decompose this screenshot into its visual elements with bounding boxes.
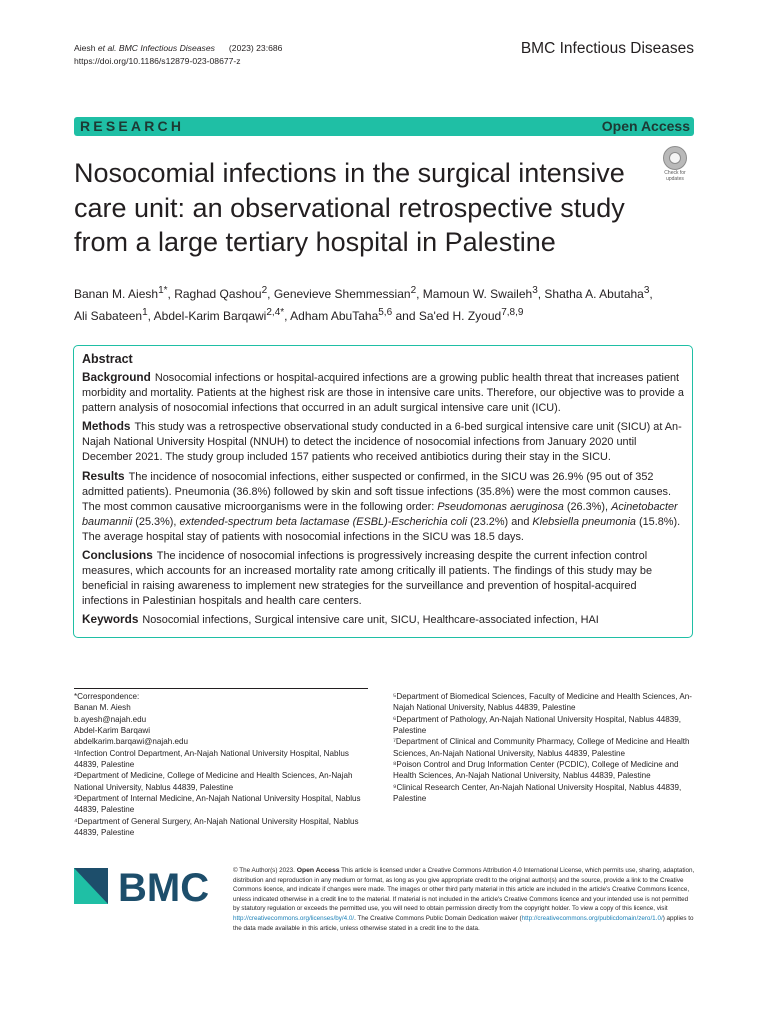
article-title: Nosocomial infections in the surgical intensive care unit: an observational retrospective study from a large tertiary hospital in Palestine <box>74 158 625 257</box>
author-list: Banan M. Aiesh$^{1*}$, Raghad Qashou$^2$, Genevieve Shemmessian$^2$, Mamoun W. Swaileh$^3$, Shatha A. Abutaha$^3$, Ali Sabateen$^1$, Abdel-Karim Barqawi$^{2,4*}$, Adham AbuTaha$^{5,6}$ and Sa'ed H. Zyoud$^{7,8,9}$ <box>74 285 653 323</box>
affiliation: ⁹Clinical Research Center, An-Najah National University Hospital, Nablus 44839, Palestine <box>393 782 682 804</box>
public-domain-link[interactable]: http://creativecommons.org/publicdomain/zero/1.0/ <box>521 914 663 922</box>
open-access-label: Open Access <box>601 118 690 134</box>
email-link[interactable]: abdelkarim.barqawi@najah.edu <box>74 737 188 747</box>
author[interactable]: Sa'ed H. Zyoud$^{7,8,9}$ <box>418 306 524 323</box>
affiliation: ⁶Department of Pathology, An-Najah National University Hospital, Nablus 44839, Palestine <box>393 714 681 736</box>
abstract-box <box>73 345 693 638</box>
author[interactable]: Raghad Qashou$^2$ <box>174 285 268 301</box>
abstract-methods: Methods This study was a retrospective observational study conducted in a 6-bed surgical intensive care unit (SICU) at An-Najah National University Hospital (NNUH) to detect the incidence of nosocomial infections from January 2020 until December 2021. The study group included 157 patients who received antibiotics during their stay in the SICU. <box>82 419 682 464</box>
affiliation: ⁴Department of General Surgery, An-Najah National University Hospital, Nablus 44839, Palestine <box>74 816 359 838</box>
abstract-background: Background Nosocomial infections or hospital-acquired infections are a growing public health threat that increases patient morbidity and mortality. Patients at the highest risk are those in intensive care units. Therefore, our objective was to provide a pattern analysis of nosocomial infections that occurred in an adult surgical intensive care unit (ICU). <box>82 370 684 415</box>
author[interactable]: Adham AbuTaha$^{5,6}$ <box>290 306 393 323</box>
email-link[interactable]: b.ayesh@najah.edu <box>74 714 147 724</box>
author[interactable]: Ali Sabateen$^1$ <box>74 306 148 323</box>
affiliation: ⁷Department of Clinical and Community Pharmacy, College of Medicine and Health Sciences, An-Najah National University, Nablus 44839, Palestine <box>393 737 690 758</box>
section-banner <box>74 117 694 136</box>
abstract-keywords: Keywords Nosocomial infections, Surgical intensive care unit, SICU, Healthcare-associated infection, HAI <box>82 612 599 627</box>
affiliation: ²Department of Medicine, College of Medicine and Health Sciences, An-Najah National University, Nablus 44839, Palestine <box>74 771 353 792</box>
journal-name: BMC Infectious Diseases <box>520 40 694 57</box>
footnote-divider <box>74 688 368 689</box>
citation-header <box>74 42 282 68</box>
doi-link[interactable]: https://doi.org/10.1186/s12879-023-08677-z <box>74 56 241 66</box>
abstract-heading: Abstract <box>82 352 133 366</box>
author[interactable]: Genevieve Shemmessian$^2$ <box>273 285 417 301</box>
license-link[interactable]: http://creativecommons.org/licenses/by/4.0/ <box>233 914 355 922</box>
abstract-conclusions: Conclusions The incidence of nosocomial infections is progressively increasing despite the current infection control measures, which accounts for an increased mortality rate among critically ill patients. The findings of this study may be beneficial in raising awareness to implement new strategies for the surveillance and prevention of hospital-acquired infections in Palestinian hospitals and health care centers. <box>82 548 653 608</box>
author[interactable]: Mamoun W. Swaileh$^3$ <box>422 285 538 301</box>
author[interactable]: Banan M. Aiesh$^{1*}$ <box>74 285 168 301</box>
check-updates-icon <box>663 146 687 170</box>
author[interactable]: Abdel-Karim Barqawi$^{2,4*}$ <box>153 306 285 323</box>
footnotes-left: *Correspondence: Banan M. Aiesh b.ayesh@najah.edu Abdel-Karim Barqawi abdelkarim.barqawi@najah.edu ¹Infection Control Department, An-Najah National University Hospital, Nablus 44839, Palestine ²Department of Medicine, College of Medicine and Health Sciences, An-Najah National University, Nablus 44839, Palestine ³Department of Internal Medicine, An-Najah National University Hospital, Nablus 44839, Palestine ⁴Department of General Surgery, An-Najah National University Hospital, Nablus 44839, Palestine <box>74 691 364 838</box>
affiliation: ⁵Department of Biomedical Sciences, Faculty of Medicine and Health Sciences, An-Najah National University, Nablus 44839, Palestine <box>393 692 692 713</box>
abstract-results: Results The incidence of nosocomial infections, either suspected or confirmed, in the SICU was 26.9% (95 out of 352 admitted patients). Pneumonia (36.8%) followed by skin and soft tissue infections (35.8%) were the most common causes. The most common causative microorganisms were in the following order: Pseudomonas aeruginosa (26.3%), Acinetobacter baumannii (25.3%), extended-spectrum beta lactamase (ESBL)-Escherichia coli (23.2%) and Klebsiella pneumonia (15.8%). The average hospital stay of patients with nosocomial infections in the SICU was 18.5 days. <box>82 468 681 543</box>
check-for-updates-badge[interactable]: Check for updates <box>657 146 693 184</box>
citation-journal: et al. BMC Infectious Diseases <box>97 43 215 53</box>
citation-year: (2023) 23:686 <box>228 43 283 53</box>
affiliation: ⁸Poison Control and Drug Information Center (PCDIC), College of Medicine and Health Sciences, An-Najah National University, Nablus 44839, Palestine <box>393 760 679 781</box>
affiliation: ³Department of Internal Medicine, An-Najah National University Hospital, Nablus 44839, Palestine <box>74 794 361 815</box>
author[interactable]: Shatha A. Abutaha$^3$ <box>544 285 650 301</box>
footnotes-right <box>393 691 693 804</box>
bmc-logo[interactable] <box>74 866 214 906</box>
affiliation: ¹Infection Control Department, An-Najah National University Hospital, Nablus 44839, Palestine <box>74 748 349 770</box>
license-text: © The Author(s) 2023. Open Access This article is licensed under a Creative Commons Attribution 4.0 International License, which permits use, sharing, adaptation, distribution and reproduction in any medium or format, as long as you give appropriate credit to the original author(s) and the source, provide a link to the Creative Commons licence, and indicate if changes were made. The images or other third party material in this article are included in the article's Creative Commons licence, unless indicated otherwise in a credit line to the material. If material is not included in the article's Creative Commons licence and your intended use is not permitted by statutory regulation or exceeds the permitted use, you will need to obtain permission directly from the copyright holder. To view a copy of this licence, visit http://creativecommons.org/licenses/by/4.0/. The Creative Commons Public Domain Dedication waiver (http://creativecommons.org/publicdomain/zero/1.0/) applies to the data made available in this article, unless otherwise stated in a credit line to the data. <box>233 867 695 932</box>
citation-authors: Aiesh <box>74 43 98 53</box>
bmc-logo-text: BMC <box>118 866 210 906</box>
section-label: RESEARCH <box>80 118 185 134</box>
